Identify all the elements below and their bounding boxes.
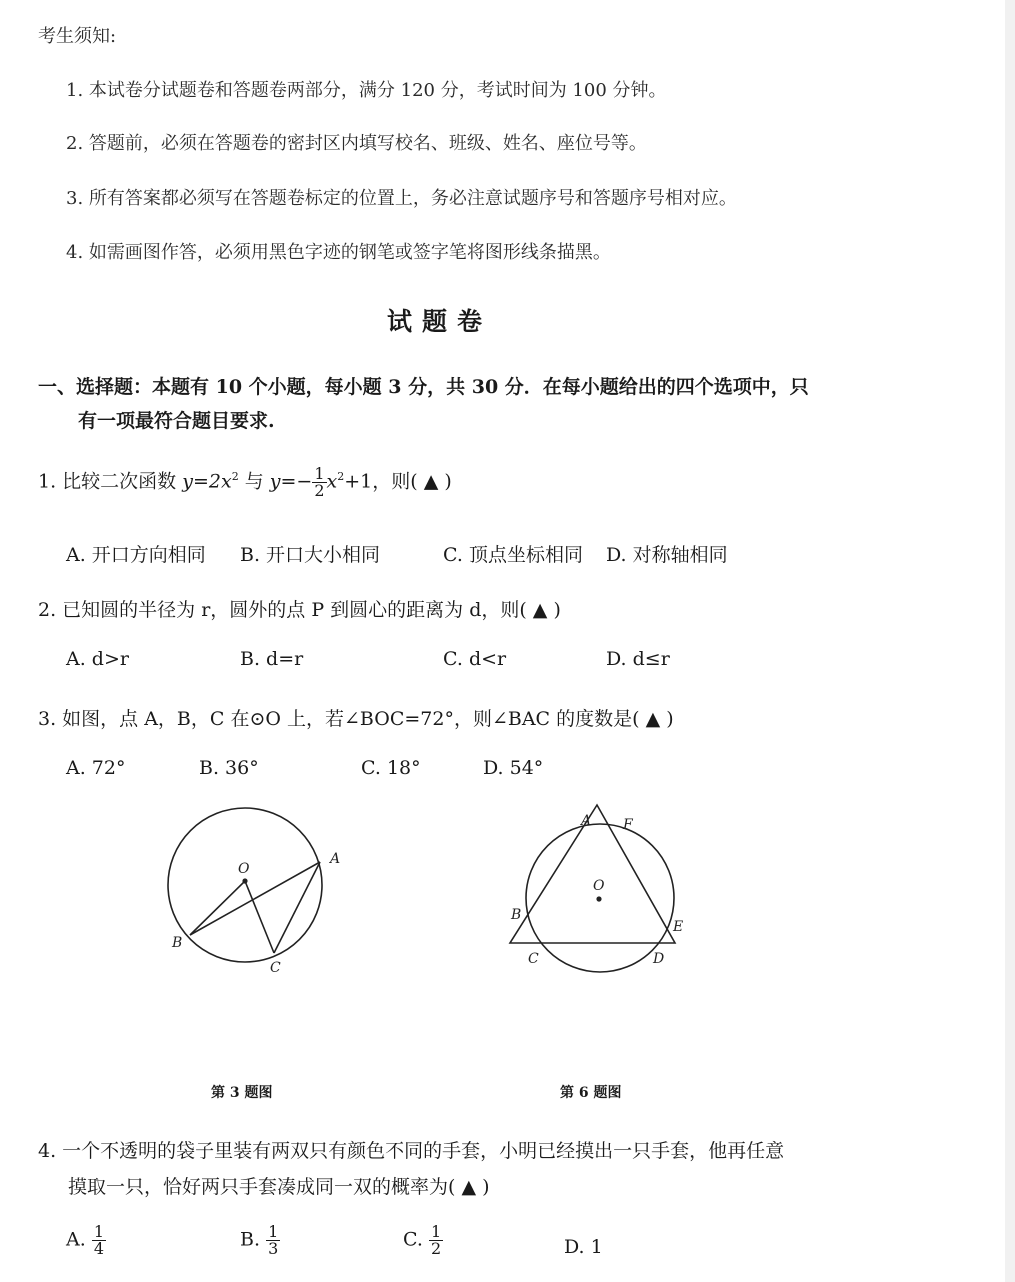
q1-frac-den: 2 bbox=[314, 481, 325, 500]
q4-option-d-letter: D. bbox=[564, 1236, 585, 1258]
fig3-label-c: C bbox=[270, 960, 281, 976]
fig6-triangle bbox=[510, 805, 675, 943]
q4-option-a-letter: A. bbox=[66, 1228, 86, 1251]
q1-prefix: 1. 比较二次函数 bbox=[38, 470, 183, 493]
q1-function-2c: +1，则( ▲ ) bbox=[344, 470, 452, 493]
notice-item-1: 1. 本试卷分试题卷和答题卷两部分，满分 120 分，考试时间为 100 分钟。 bbox=[66, 80, 667, 101]
fig6-label-c: C bbox=[528, 951, 539, 967]
q4-option-b-fraction bbox=[266, 1224, 280, 1257]
fig6-label-d: D bbox=[653, 951, 665, 967]
q1-option-b: B. 开口大小相同 bbox=[240, 544, 381, 566]
notice-item-2: 2. 答题前，必须在答题卷的密封区内填写校名、班级、姓名、座位号等。 bbox=[66, 133, 647, 154]
fig6-label-o: O bbox=[593, 878, 605, 894]
q2-option-d: D. d≤r bbox=[606, 648, 670, 670]
question-4-line2: 摸取一只，恰好两只手套凑成同一双的概率为( ▲ ) bbox=[68, 1176, 490, 1198]
q4-option-d bbox=[564, 1236, 603, 1258]
q1-mid: 与 bbox=[238, 470, 270, 493]
q4-option-c bbox=[403, 1224, 443, 1257]
figure-3-caption: 第 3 题图 bbox=[211, 1085, 273, 1101]
q4-option-a-fraction bbox=[92, 1224, 106, 1257]
q4-a-num: 1 bbox=[93, 1222, 104, 1241]
q2-option-b: B. d=r bbox=[240, 648, 304, 670]
q1-function-2a: y=− bbox=[269, 470, 313, 493]
question-4-line1: 4. 一个不透明的袋子里装有两双只有颜色不同的手套，小明已经摸出一只手套，他再任意 bbox=[38, 1140, 785, 1162]
q1-option-c: C. 顶点坐标相同 bbox=[443, 544, 583, 566]
q1-option-d: D. 对称轴相同 bbox=[606, 544, 728, 566]
notice-item-3: 3. 所有答案都必须写在答题卷标定的位置上，务必注意试题序号和答题序号相对应。 bbox=[66, 188, 737, 209]
question-3-stem: 3. 如图，点 A，B，C 在⊙O 上，若∠BOC=72°，则∠BAC 的度数是( ▲ ) bbox=[38, 708, 674, 730]
q3-option-b: B. 36° bbox=[199, 757, 259, 779]
q4-option-b-letter: B. bbox=[240, 1228, 261, 1251]
fig3-segment-oc bbox=[245, 881, 274, 953]
q4-a-den: 4 bbox=[93, 1239, 104, 1258]
fig3-label-a: A bbox=[330, 851, 341, 867]
fig6-label-b: B bbox=[511, 907, 522, 923]
q4-c-num: 1 bbox=[430, 1222, 442, 1241]
q4-b-num: 1 bbox=[268, 1222, 279, 1241]
page-edge bbox=[1005, 0, 1015, 1282]
figure-3-diagram bbox=[150, 795, 360, 985]
fig6-label-f: F bbox=[623, 817, 633, 833]
section-heading-line1: 一、选择题：本题有 10 个小题，每小题 3 分，共 30 分．在每小题给出的四个选项中，只 bbox=[38, 376, 809, 398]
fig6-label-e: E bbox=[673, 919, 684, 935]
notice-item-4: 4. 如需画图作答，必须用黑色字迹的钢笔或签字笔将图形线条描黑。 bbox=[66, 242, 611, 263]
q2-option-a: A. d>r bbox=[66, 648, 129, 670]
q4-option-d-value: 1 bbox=[590, 1236, 603, 1258]
fig6-label-a: A bbox=[581, 813, 592, 829]
fig6-center-point bbox=[596, 896, 601, 901]
question-2-stem: 2. 已知圆的半径为 r，圆外的点 P 到圆心的距离为 d，则( ▲ ) bbox=[38, 599, 561, 621]
q3-option-c: C. 18° bbox=[361, 757, 421, 779]
q3-option-a: A. 72° bbox=[66, 757, 126, 779]
fig3-segment-ba bbox=[190, 862, 320, 935]
section-heading-line2: 有一项最符合题目要求. bbox=[78, 410, 275, 432]
q4-option-a bbox=[66, 1224, 106, 1257]
q1-frac-num: 1 bbox=[314, 464, 325, 483]
q3-option-d: D. 54° bbox=[483, 757, 544, 779]
q2-option-c: C. d<r bbox=[443, 648, 507, 670]
fig3-label-b: B bbox=[172, 935, 183, 951]
fig3-label-o: O bbox=[238, 861, 250, 877]
q1-function-1: y=2x bbox=[182, 470, 232, 493]
q4-option-b bbox=[240, 1224, 280, 1257]
q4-option-c-letter: C. bbox=[403, 1228, 423, 1251]
q4-b-den: 3 bbox=[268, 1239, 279, 1258]
notice-heading: 考生须知: bbox=[38, 26, 117, 47]
q1-option-a: A. 开口方向相同 bbox=[66, 544, 206, 566]
paper-title: 试题卷 bbox=[387, 307, 493, 336]
q4-c-den: 2 bbox=[430, 1239, 442, 1258]
figure-6-caption: 第 6 题图 bbox=[560, 1085, 622, 1101]
q4-option-c-fraction bbox=[429, 1224, 443, 1257]
fig3-center-point bbox=[242, 878, 247, 883]
question-1-stem: 1. 比较二次函数 $y=2x^2$ 与 y=− $\frac{1}{2}$ $x^2+1$，则( ▲ ) bbox=[38, 464, 452, 500]
figure-6-diagram bbox=[495, 795, 705, 985]
fig3-circle bbox=[168, 808, 322, 962]
q1-fraction bbox=[312, 466, 326, 499]
q1-function-2b: x bbox=[326, 470, 338, 493]
